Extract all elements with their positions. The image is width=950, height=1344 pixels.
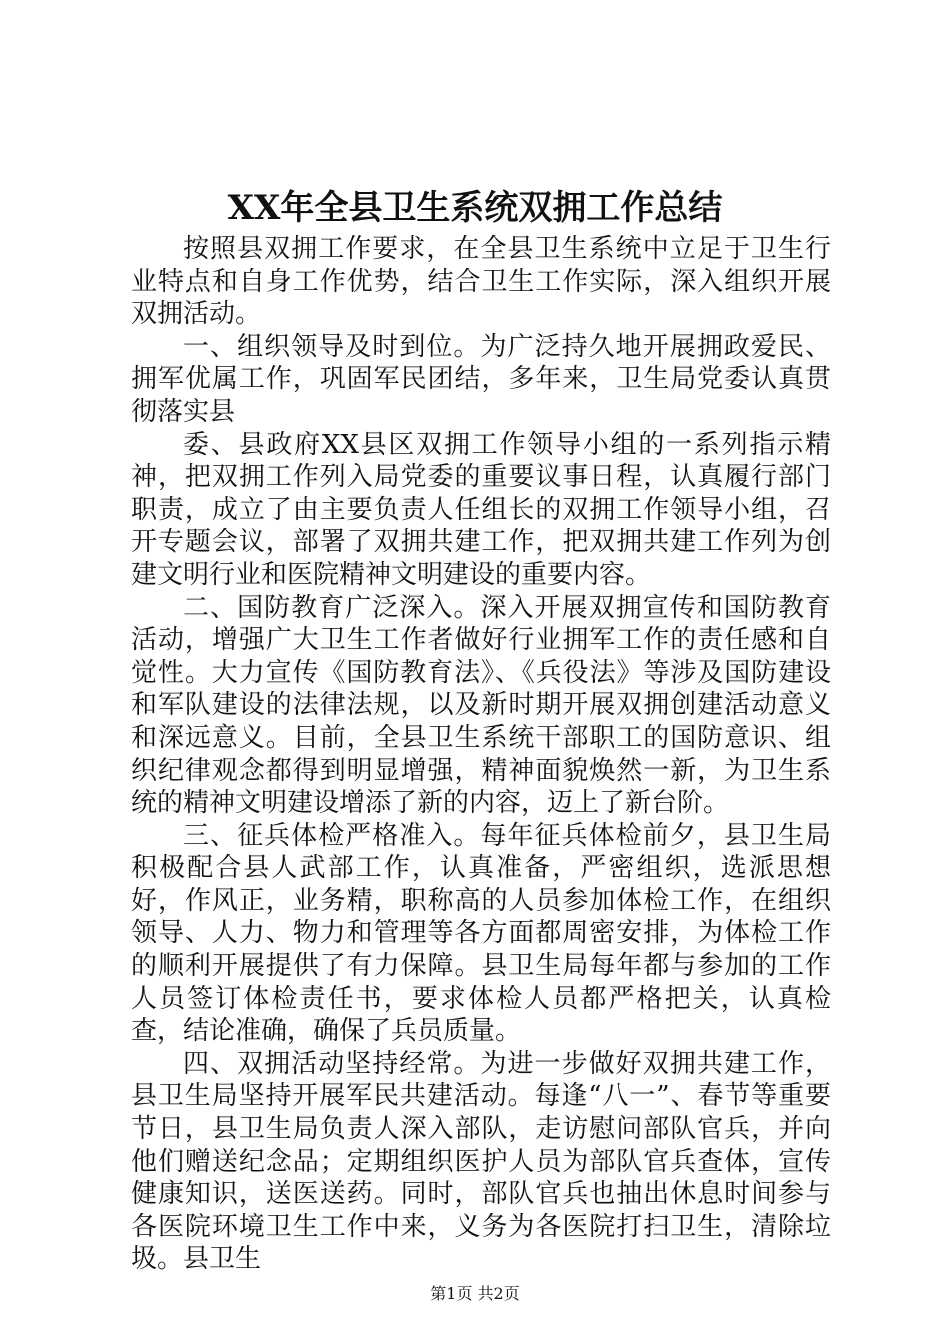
document-body xyxy=(131,233,831,1276)
paragraph-section-4: 四、双拥活动坚持经常。为进一步做好双拥共建工作，县卫生局坚持开展军民共建活动。每逢“八一”、春节等重要节日，县卫生局负责人深入部队，走访慰问部队官兵，并向他们赠送纪念品；定期组织医护人员为部队官兵查体，宣传健康知识，送医送药。同时，部队官兵也抽出休息时间参与各医院环境卫生工作中来，义务为各医院打扫卫生，清除垃圾。县卫生 xyxy=(131,1048,831,1275)
page-number-footer: 第1页 共2页 xyxy=(430,1284,520,1303)
paragraph-section-2: 二、国防教育广泛深入。深入开展双拥宣传和国防教育活动，增强广大卫生工作者做好行业拥军工作的责任感和自觉性。大力宣传《国防教育法》、《兵役法》等涉及国防建设和军队建设的法律法规，以及新时期开展双拥创建活动意义和深远意义。目前，全县卫生系统干部职工的国防意识、组织纪律观念都得到明显增强，精神面貌焕然一新，为卫生系统的精神文明建设增添了新的内容，迈上了新台阶。 xyxy=(131,592,831,819)
paragraph-section-1: 一、组织领导及时到位。为广泛持久地开展拥政爱民、拥军优属工作，巩固军民团结，多年来，卫生局党委认真贯彻落实县 xyxy=(131,331,831,427)
paragraph-section-3: 三、征兵体检严格准入。每年征兵体检前夕，县卫生局积极配合县人武部工作，认真准备，严密组织，选派思想好，作风正，业务精，职称高的人员参加体检工作，在组织领导、人力、物力和管理等各方面都周密安排，为体检工作的顺利开展提供了有力保障。县卫生局每年都与参加的工作人员签订体检责任书，要求体检人员都严格把关，认真检查，结论准确，确保了兵员质量。 xyxy=(131,820,831,1047)
document-title: XX年全县卫生系统双拥工作总结 xyxy=(227,188,723,228)
paragraph-intro: 按照县双拥工作要求，在全县卫生系统中立足于卫生行业特点和自身工作优势，结合卫生工作实际，深入组织开展双拥活动。 xyxy=(131,234,831,330)
paragraph-section-1-continued: 委、县政府XX县区双拥工作领导小组的一系列指示精神，把双拥工作列入局党委的重要议事日程，认真履行部门职责，成立了由主要负责人任组长的双拥工作领导小组，召开专题会议，部署了双拥共建工作，把双拥共建工作列为创建文明行业和医院精神文明建设的重要内容。 xyxy=(131,429,831,590)
